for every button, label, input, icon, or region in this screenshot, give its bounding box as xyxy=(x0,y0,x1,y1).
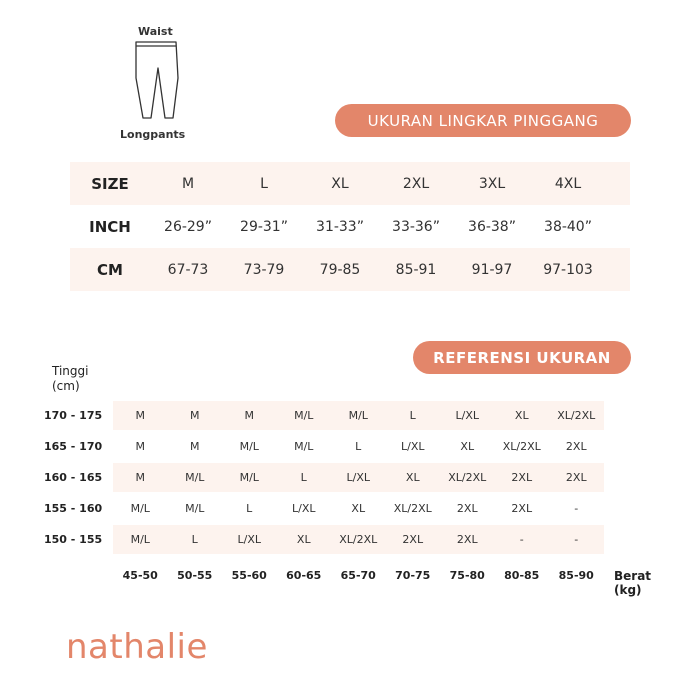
reference-section-title: REFERENSI UKURAN xyxy=(413,341,631,374)
inch-cell: 26-29” xyxy=(164,218,212,235)
inch-row xyxy=(70,205,630,248)
size-cell: 2XL xyxy=(511,502,533,515)
weight-range-label: 75-80 xyxy=(449,569,485,582)
height-range-label: 155 - 160 xyxy=(44,502,103,515)
size-cell: M xyxy=(190,440,200,453)
weight-range-label: 60-65 xyxy=(286,569,322,582)
table-row xyxy=(44,400,604,431)
size-cell: XL xyxy=(514,409,529,422)
size-cell: L xyxy=(300,471,307,484)
size-cell: L/XL xyxy=(346,471,370,484)
size-cell: M xyxy=(135,440,145,453)
size-cell: L/XL xyxy=(237,533,261,546)
weight-range-label: 50-55 xyxy=(177,569,213,582)
size-cell: XL/2XL xyxy=(393,502,432,515)
waist-section-title: UKURAN LINGKAR PINGGANG xyxy=(335,104,631,137)
weight-range-label: 65-70 xyxy=(340,569,376,582)
size-cell: 2XL xyxy=(565,440,587,453)
weight-range-label: 55-60 xyxy=(231,569,267,582)
diagram-longpants-label: Longpants xyxy=(120,128,186,141)
inch-cell: 38-40” xyxy=(544,218,592,235)
size-cell: M/L xyxy=(239,471,259,484)
cm-row-label: CM xyxy=(97,260,123,279)
cm-cell: 91-97 xyxy=(471,261,513,278)
size-cell: L xyxy=(409,409,416,422)
table-row xyxy=(44,462,604,493)
size-cell: M/L xyxy=(294,409,314,422)
size-cell: XL xyxy=(331,175,349,192)
weight-label-line2: (kg) xyxy=(614,583,642,597)
size-cell: L/XL xyxy=(292,502,316,515)
row-cells xyxy=(113,525,604,554)
size-cell: XL/2XL xyxy=(502,440,541,453)
weight-range-label: 85-90 xyxy=(558,569,594,582)
row-cells xyxy=(113,432,604,461)
height-range-label: 160 - 165 xyxy=(44,471,103,484)
height-range-label: 170 - 175 xyxy=(44,409,103,422)
size-cell: - xyxy=(574,533,579,546)
size-cell: 2XL xyxy=(511,471,533,484)
weight-axis xyxy=(113,569,604,582)
cm-cell: 73-79 xyxy=(243,261,285,278)
waist-size-table xyxy=(70,162,630,291)
inch-cell: 33-36” xyxy=(392,218,440,235)
table-row xyxy=(44,524,604,555)
size-cell: XL xyxy=(405,471,420,484)
size-cell: - xyxy=(519,533,524,546)
size-cell: L xyxy=(260,175,268,192)
inch-cell: 31-33” xyxy=(316,218,364,235)
size-cell: M/L xyxy=(239,440,259,453)
size-cell: L xyxy=(191,533,198,546)
size-row xyxy=(70,162,630,205)
size-cell: M/L xyxy=(185,471,205,484)
table-row xyxy=(44,431,604,462)
size-row-label: SIZE xyxy=(91,174,129,193)
weight-range-label: 45-50 xyxy=(122,569,158,582)
cm-cell: 79-85 xyxy=(319,261,361,278)
size-cell: XL xyxy=(460,440,475,453)
cm-row xyxy=(70,248,630,291)
cm-cell: 67-73 xyxy=(167,261,209,278)
size-cell: XL xyxy=(296,533,311,546)
row-cells xyxy=(113,494,604,523)
size-cell: L xyxy=(355,440,362,453)
size-cell: 3XL xyxy=(478,175,506,192)
size-cell: XL xyxy=(351,502,366,515)
weight-label-line1: Berat xyxy=(614,569,652,583)
size-cell: 2XL xyxy=(456,502,478,515)
size-cell: M/L xyxy=(130,502,150,515)
inch-row-label: INCH xyxy=(89,217,131,236)
size-cell: L/XL xyxy=(401,440,425,453)
size-cell: M xyxy=(135,471,145,484)
size-cell: M xyxy=(244,409,254,422)
size-cell: - xyxy=(574,502,579,515)
size-cell: 2XL xyxy=(565,471,587,484)
weight-range-label: 80-85 xyxy=(504,569,540,582)
weight-range-label: 70-75 xyxy=(395,569,431,582)
size-cell: M xyxy=(181,175,195,192)
size-cell: XL/2XL xyxy=(448,471,487,484)
size-cell: 4XL xyxy=(554,175,582,192)
size-cell: M xyxy=(135,409,145,422)
size-cell: 2XL xyxy=(402,175,430,192)
size-cell: L/XL xyxy=(455,409,479,422)
size-cell: M/L xyxy=(130,533,150,546)
cm-cell: 97-103 xyxy=(543,261,593,278)
height-label-line1: Tinggi xyxy=(52,364,89,378)
height-label-line2: (cm) xyxy=(52,379,80,393)
size-cell: 2XL xyxy=(456,533,478,546)
weight-axis-label xyxy=(614,569,651,597)
height-axis-label xyxy=(52,364,88,394)
height-range-label: 165 - 170 xyxy=(44,440,103,453)
diagram-waist-label: Waist xyxy=(138,25,173,38)
size-cell: M/L xyxy=(185,502,205,515)
size-cell: M/L xyxy=(294,440,314,453)
brand-logo: nathalie xyxy=(66,627,208,667)
row-cells xyxy=(113,463,604,492)
size-cell: XL/2XL xyxy=(557,409,596,422)
reference-size-table xyxy=(44,400,604,555)
size-cell: 2XL xyxy=(402,533,424,546)
row-cells xyxy=(113,401,604,430)
inch-cell: 36-38” xyxy=(468,218,516,235)
inch-cell: 29-31” xyxy=(240,218,288,235)
size-cell: L xyxy=(246,502,253,515)
size-cell: XL/2XL xyxy=(339,533,378,546)
size-cell: M/L xyxy=(348,409,368,422)
table-row xyxy=(44,493,604,524)
size-cell: M xyxy=(190,409,200,422)
height-range-label: 150 - 155 xyxy=(44,533,103,546)
cm-cell: 85-91 xyxy=(395,261,437,278)
